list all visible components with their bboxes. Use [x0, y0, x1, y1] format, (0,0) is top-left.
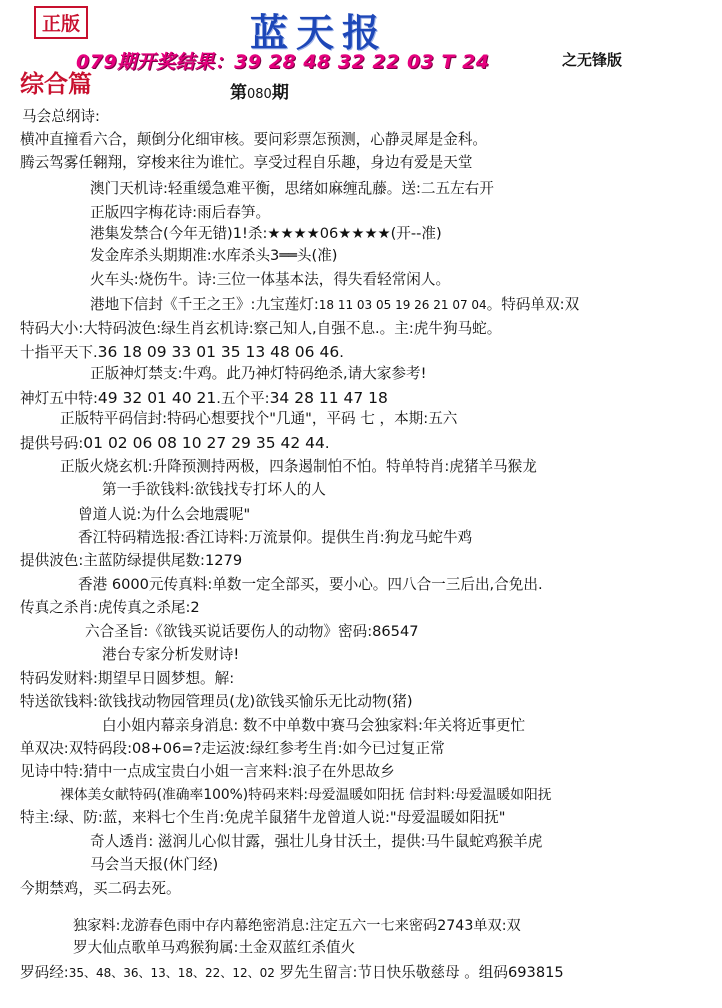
issue-prefix: 第: [230, 83, 247, 103]
text-segment: 提供号码:: [20, 435, 84, 452]
text-line: 提供波色:主蓝防绿提供尾数:1279: [20, 552, 243, 569]
text-line: 曾道人说:为什么会地震呢": [78, 506, 251, 523]
text-segment: 十指平天下.: [20, 344, 98, 361]
text-line: 特主:绿、防:蓝，来料七个生肖:免虎羊鼠猪牛龙曾道人说:"母爱温暖如阳抚": [20, 809, 506, 826]
text-line: [20, 389, 388, 408]
edition-label: 之无锋版: [562, 51, 623, 69]
text-line: 正版特平码信封:特码心想要找个"几通"，平码 七 ，本期:五六: [60, 410, 458, 427]
issue-suffix: 期: [271, 83, 289, 103]
text-segment: .: [324, 435, 330, 452]
text-line: 裸体美女献特码(准确率100%)特码来料:母爱温暖如阳抚 信封料:母爱温暖如阳抚: [60, 787, 552, 803]
text-line: 白小姐内幕亲身消息: 数不中单数中赛马会独家料:年关将近事更忙: [102, 717, 526, 734]
text-line: 六合圣旨:《欲钱买说话要伤人的动物》密码:86547: [85, 623, 419, 640]
text-segment: 罗先生留言:节日快乐敬慈母 。组码693815: [274, 964, 564, 981]
text-line: 单双决:双特码段:08+06=?走运波:绿红参考生肖:如今已过复正常: [20, 740, 445, 757]
text-line: 香江特码精选报:香江诗料:万流景仰。提供生肖:狗龙马蛇牛鸡: [78, 529, 473, 546]
text-line: 横冲直撞看六合，颠倒分化细审核。要问彩票怎预测，心静灵犀是金科。: [20, 131, 488, 148]
text-segment: .: [339, 344, 344, 361]
text-line: 澳门天机诗:轻重缓急难平衡，思绪如麻缠乱藤。送:二五左右开: [90, 180, 494, 197]
text-line: [20, 343, 344, 362]
number-list: 36 18 09 33 01 35 13 48 06 46: [97, 343, 340, 361]
number-list: 49 32 01 40 21: [97, 389, 217, 407]
number-list: 34 28 11 47 18: [269, 389, 388, 407]
newspaper-title: 蓝天报: [250, 10, 389, 55]
text-line: 罗大仙点歌单马鸡猴狗属:土金双蓝红杀值火: [73, 939, 356, 956]
draw-result: [76, 47, 490, 74]
text-line: [20, 964, 564, 982]
text-line: 见诗中特:猜中一点成宝贵白小姐一言来料:浪子在外思故乡: [20, 763, 395, 780]
number-list: 18 11 03 05 19 26 21 07 04: [318, 298, 487, 312]
issue-number: [230, 78, 289, 103]
text-line: 正版神灯禁支:牛鸡。此乃神灯特码绝杀,请大家参考!: [90, 365, 427, 382]
number-list: 35、48、36、13、18、22、12、02: [68, 966, 275, 980]
draw-result-numbers: 39 28 48 32 22 03 T 24: [234, 51, 490, 73]
text-line: 传真之杀肖:虎传真之杀尾:2: [20, 599, 200, 616]
text-segment: 罗码经:: [20, 964, 69, 981]
text-line: 特码发财料:期望早日圆梦想。解:: [20, 670, 235, 687]
text-line: 香港 6000元传真料:单数一定全部买，要小心。四八合一三后出,合免出.: [78, 576, 543, 593]
text-segment: .五个平:: [216, 390, 270, 407]
text-line: 今期禁鸡，买二码去死。: [20, 880, 181, 897]
text-line: 第一手欲钱料:欲钱找专打坏人的人: [102, 481, 326, 498]
text-line: [20, 434, 330, 453]
text-line: 特送欲钱料:欲钱找动物园管理员(龙)欲钱买愉乐无比动物(猪): [20, 693, 413, 710]
text-line: 正版四字梅花诗:雨后春笋。: [90, 204, 271, 221]
number-list: 01 02 06 08 10 27 29 35 42 44: [83, 434, 325, 452]
text-line: [90, 296, 579, 314]
text-line: 港集发禁合(今年无错)1!杀:★★★★06★★★★(开--准): [90, 225, 442, 242]
text-segment: 港地下信封《千王之王》:九宝莲灯:: [90, 296, 319, 313]
text-line: 奇人透肖: 滋润儿心似甘露，强壮儿身甘沃土，提供:马牛鼠蛇鸡猴羊虎: [90, 833, 543, 850]
text-segment: 神灯五中特:: [20, 390, 98, 407]
draw-result-label: 079期开奖结果：: [76, 51, 235, 73]
issue-value: 080: [247, 87, 272, 102]
text-line: 马会当天报(休门经): [90, 856, 219, 873]
section-title: 综合篇: [20, 69, 92, 98]
text-line: 正版火烧玄机:升降预测持两极，四条遏制怕不怕。特单特肖:虎猪羊马猴龙: [60, 458, 537, 475]
text-line: 马会总纲诗:: [22, 108, 100, 125]
text-line: 发金库杀头期期准:水库杀头3══头(准): [90, 247, 338, 264]
text-segment: 。特码单双:双: [486, 296, 580, 313]
edition-badge: 正版: [34, 6, 88, 39]
text-line: 火车头:烧伤牛。诗:三位一体基本法，得失看轻常闲人。: [90, 271, 451, 288]
text-line: 独家料:龙游春色雨中存内幕绝密消息:注定五六一七来密码2743单双:双: [73, 918, 521, 934]
text-line: 腾云驾雾任翱翔，穿梭来往为谁忙。享受过程自乐趣，身边有爱是天堂: [20, 154, 473, 171]
text-line: 特码大小:大特码波色:绿生肖玄机诗:察己知人,自强不息.。主:虎牛狗马蛇。: [20, 320, 502, 337]
text-line: 港台专家分析发财诗!: [102, 646, 240, 663]
